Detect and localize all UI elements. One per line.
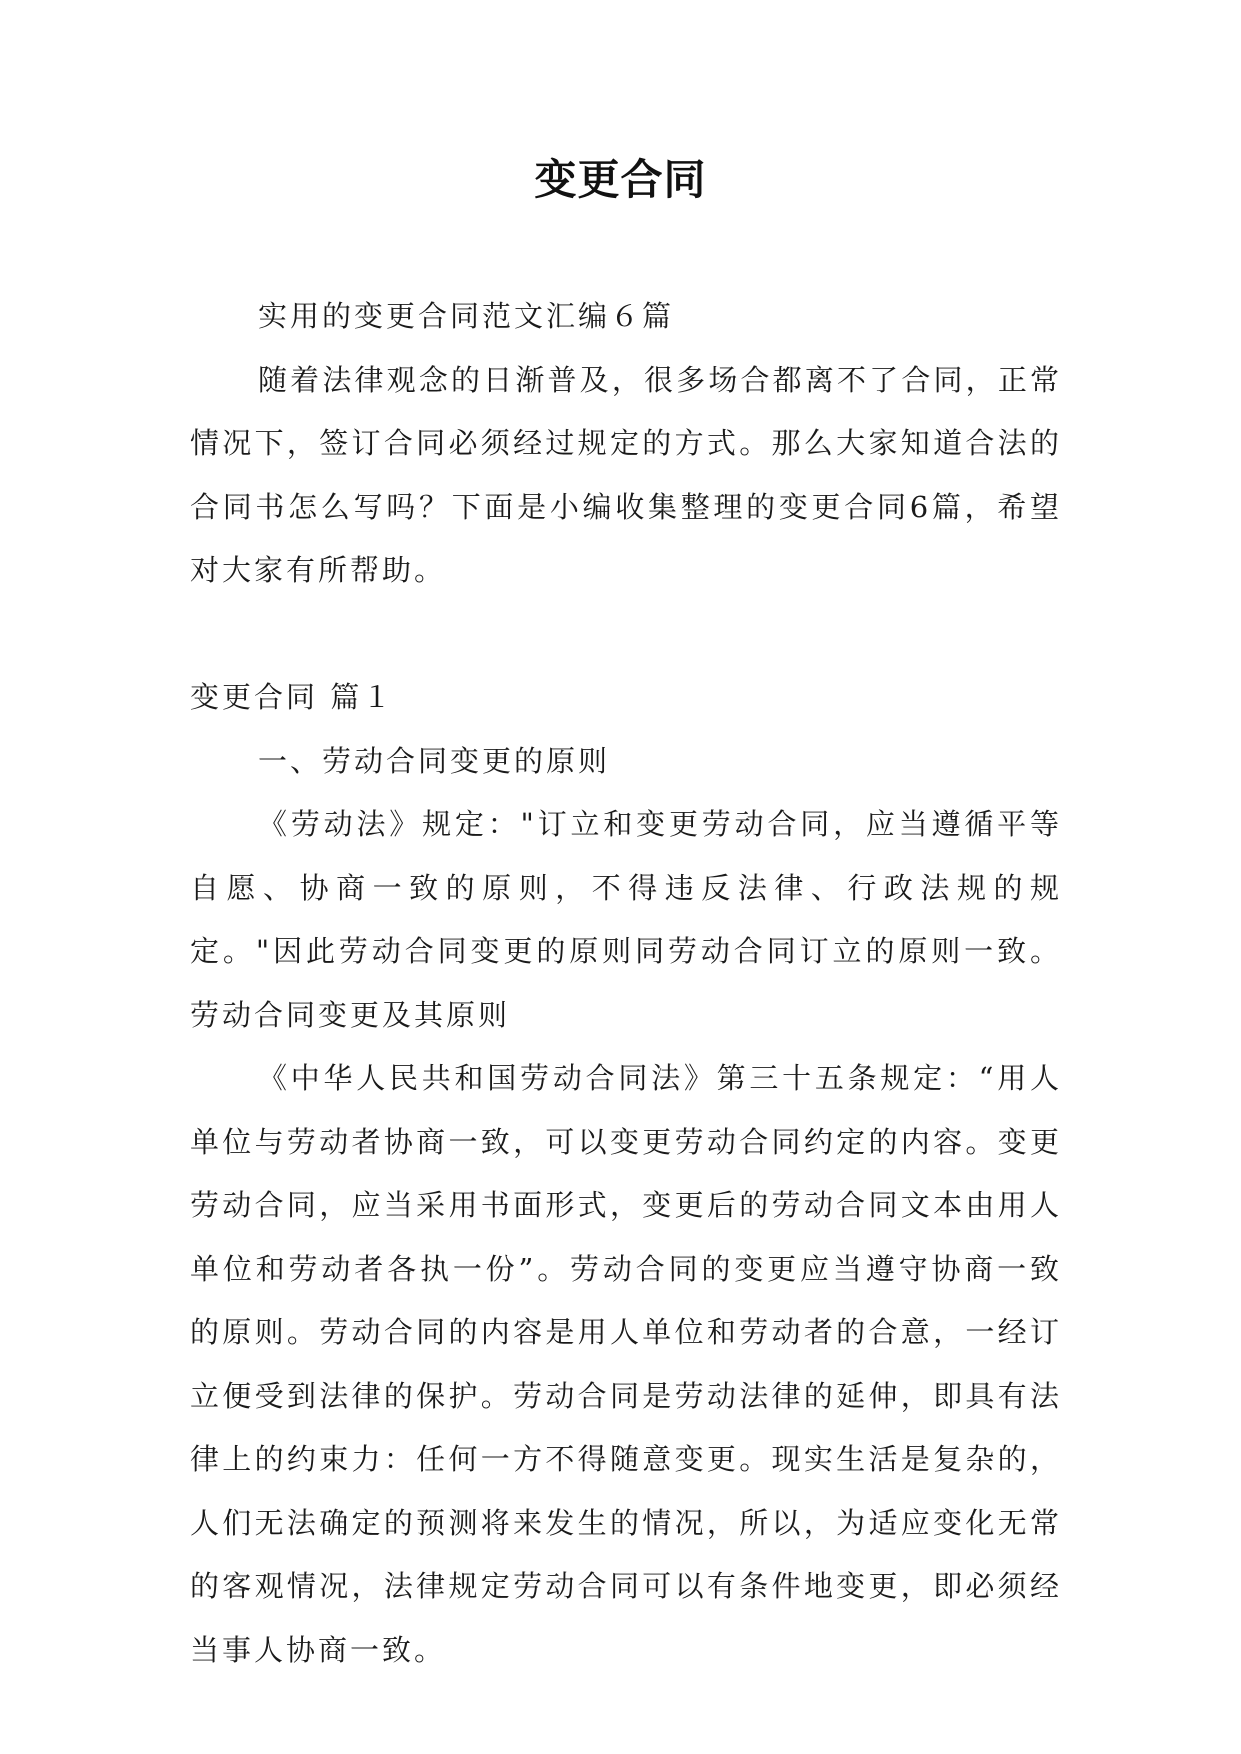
- section-heading: 变更合同 篇１: [190, 680, 395, 714]
- body-paragraph: 《中华人民共和国劳动合同法》第三十五条规定：“用人单位与劳动者协商一致，可以变更劳动合同约定的内容。变更劳动合同，应当采用书面形式，变更后的劳动合同文本由用人单位和劳动者各执一份”。劳动合同的变更应当遵守协商一致的原则。劳动合同的内容是用人单位和劳动者的合意，一经订立便受到法律的保护。劳动合同是劳动法律的延伸，即具有法律上的约束力：任何一方不得随意变更。现实生活是复杂的，人们无法确定的预测将来发生的情况，所以，为适应变化无常的客观情况，法律规定劳动合同可以有条件地变更，即必须经当事人协商一致。: [190, 1061, 1062, 1667]
- document-subtitle: 实用的变更合同范文汇编６篇: [258, 299, 675, 333]
- body-paragraph: 《劳动法》规定："订立和变更劳动合同，应当遵循平等自愿、协商一致的原则，不得违反法律、行政法规的规定。"因此劳动合同变更的原则同劳动合同订立的原则一致。劳动合同变更及其原则: [190, 807, 1062, 1032]
- document-body: [190, 285, 1062, 1682]
- intro-paragraph: 随着法律观念的日渐普及，很多场合都离不了合同，正常情况下，签订合同必须经过规定的方式。那么大家知道合法的合同书怎么写吗？下面是小编收集整理的变更合同6篇，希望对大家有所帮助。: [190, 362, 1062, 587]
- section-spacer: [190, 603, 1062, 667]
- item-heading: 一、劳动合同变更的原则: [258, 743, 611, 778]
- document-title: 变更合同: [534, 155, 707, 204]
